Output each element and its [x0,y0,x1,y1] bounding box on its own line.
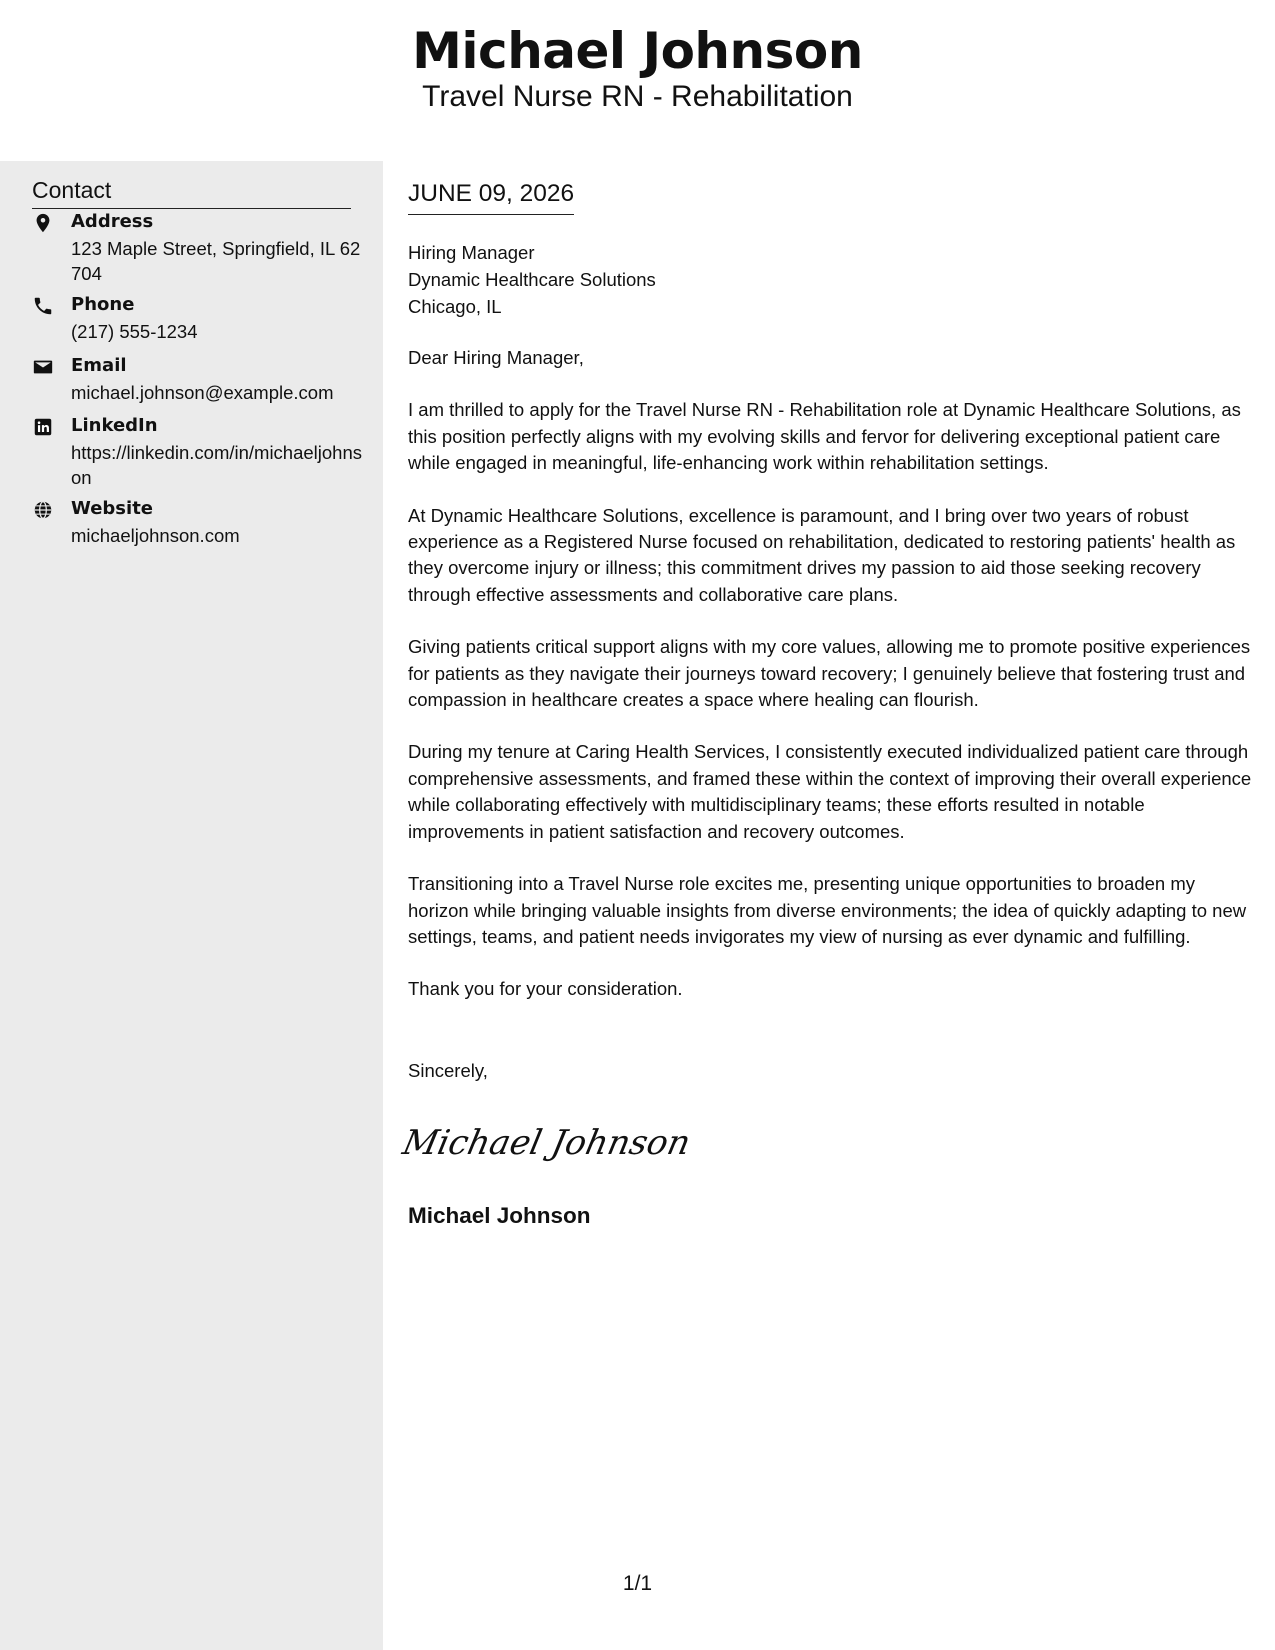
linkedin-value[interactable]: https://linkedin.com/in/michaeljohnson [71,442,363,488]
contact-label: LinkedIn [71,415,158,436]
address-value: 123 Maple Street, Springfield, IL 62704 [71,238,361,284]
closing: Sincerely, [408,1060,488,1081]
recipient-location: Chicago, IL [408,296,502,317]
applicant-name: Michael Johnson [412,22,863,80]
map-pin-icon [32,212,54,234]
phone-value: (217) 555-1234 [71,321,198,342]
body-paragraph: Giving patients critical support aligns with my core values, allowing me to promote positive experiences for patients as they navigate their journeys toward recovery; I genuinely believe that fostering trust and compassion in healthcare creates a space where healing can flourish. [408,636,1251,711]
signature-glyphs: Michael Johnson [399,1123,694,1163]
letter-header [0,0,1275,160]
body-paragraph: At Dynamic Healthcare Solutions, excellence is paramount, and I bring over two years of robust experience as a Registered Nurse focused on rehabilitation, dedicated to restoring patients' health as they overcome injury or illness; this commitment drives my passion to aid those seeking recovery through effective assessments and collaborative care plans. [408,504,1236,605]
body-paragraph: During my tenure at Caring Health Services, I consistently executed individualized patient care through comprehensive assessments, and framed these within the context of improving their overall experience while collaborating effectively with multidisciplinary teams; these efforts resulted in notable improvements in patient satisfaction and recovery outcomes. [408,741,1252,842]
handwritten-signature [399,1112,694,1177]
globe-icon [32,499,54,521]
page-number: 1/1 [622,1572,653,1595]
contact-label: Address [71,211,154,232]
linkedin-icon [32,416,54,438]
phone-icon [32,295,54,317]
contact-label: Email [71,355,127,376]
contact-heading: Contact [32,177,351,209]
letter-body [408,345,1253,1029]
body-paragraph: I am thrilled to apply for the Travel Nurse RN - Rehabilitation role at Dynamic Healthcare Solutions, as this position perfectly aligns with my evolving skills and fervor for delivering exceptional patient care while engaged in meaningful, life-enhancing work within rehabilitation settings. [408,399,1241,474]
job-title: Travel Nurse RN - Rehabilitation [422,80,853,113]
signer-name: Michael Johnson [408,1203,591,1228]
body-paragraph: Thank you for your consideration. [408,978,683,1000]
recipient-company: Dynamic Healthcare Solutions [408,269,656,290]
salutation: Dear Hiring Manager, [408,347,584,368]
recipient-name: Hiring Manager [408,242,535,263]
body-paragraph: Transitioning into a Travel Nurse role excites me, presenting unique opportunities to broaden my horizon while bringing valuable insights from diverse environments; the idea of quickly adapting to new settings, teams, and patient needs invigorates my view of nursing as ever dynamic and fulfilling. [408,873,1247,947]
envelope-icon [32,356,54,378]
website-value[interactable]: michaeljohnson.com [71,525,240,546]
contact-label: Website [71,498,154,519]
recipient-block [408,239,656,320]
letter-date: JUNE 09, 2026 [408,180,574,215]
contact-label: Phone [71,294,135,315]
email-value: michael.johnson@example.com [71,382,334,403]
